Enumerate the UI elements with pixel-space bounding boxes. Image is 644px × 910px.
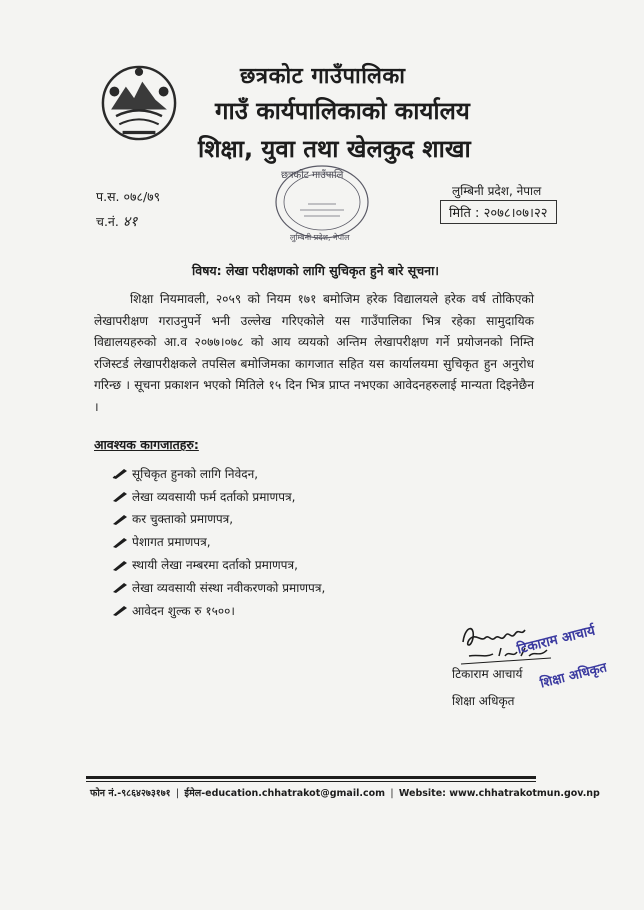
footer-contact xyxy=(90,786,600,799)
list-item: आवेदन शुल्क रु १५००। xyxy=(112,599,325,622)
dispatch-number xyxy=(96,212,137,231)
pen-bullet-icon xyxy=(112,513,128,525)
list-item: पेशागत प्रमाणपत्र, xyxy=(112,530,325,553)
requirements-list xyxy=(112,462,325,622)
section-name: शिक्षा, युवा तथा खेलकुद शाखा xyxy=(198,135,471,163)
signatory-title: शिक्षा अधिकृत xyxy=(452,694,515,708)
nepal-emblem-icon xyxy=(98,62,180,144)
signatory-stamp-title: शिक्षा अधिकृत xyxy=(538,660,609,692)
office-stamp-text: छत्रकोट गाउँपालि xyxy=(281,170,344,181)
dispatch-number-label: च.नं. xyxy=(96,214,119,229)
list-item: कर चुक्ताको प्रमाणपत्र, xyxy=(112,508,325,531)
pen-bullet-icon xyxy=(112,536,128,548)
fiscal-reference: प.स. ०७८/७९ xyxy=(96,189,161,204)
office-name: गाउँ कार्यपालिकाको कार्यालय xyxy=(215,97,470,125)
pen-bullet-icon xyxy=(112,490,128,502)
footer-divider xyxy=(86,776,536,779)
notice-subject: विषय: लेखा परीक्षणको लागि सुचिकृत हुने बारे सूचना। xyxy=(192,263,440,278)
footer-separator: | xyxy=(175,788,180,799)
pen-bullet-icon xyxy=(112,581,128,593)
list-item: लेखा व्यवसायी संस्था नवीकरणको प्रमाणपत्र, xyxy=(112,576,325,599)
list-item: लेखा व्यवसायी फर्म दर्ताको प्रमाणपत्र, xyxy=(112,485,325,508)
municipality-name: छत्रकोट गाउँपालिका xyxy=(240,64,406,89)
list-item: स्थायी लेखा नम्बरमा दर्ताको प्रमाणपत्र, xyxy=(112,553,325,576)
requirements-heading: आवश्यक कागजातहरु: xyxy=(94,437,199,452)
office-stamp-location: लुम्बिनी प्रदेश, नेपाल xyxy=(290,233,350,242)
footer-phone: फोन नं.-९८६४२७३१७१ xyxy=(90,788,171,799)
footer-email[interactable]: ईमेल-education.chhatrakot@gmail.com xyxy=(184,788,386,799)
signatory-name: टिकाराम आचार्य xyxy=(452,667,523,681)
issue-date: मिति : २०७८।०७।२२ xyxy=(440,200,557,224)
notice-paragraph: शिक्षा नियमावली, २०५९ को नियम १७१ बमोजिम हरेक विद्यालयले हरेक वर्ष तोकिएको लेखापरीक्षण गराउनुपर्ने भनी उल्लेख गरिएकोले यस गाउँपालिका भित्र रहेका सामुदायिक विद्यालयहरुको आ.व २०७७।०७८ को आय व्ययको अन्तिम लेखापरीक्षण गर्ने प्रयोजनको निम्ति रजिस्टर्ड लेखापरीक्षकले तपसिल बमोजिमका कागजात सहित यस कार्यालयमा सुचिकृत हुन अनुरोध गरिन्छ । सूचना प्रकाशन भएको मितिले १५ दिन भित्र प्राप्त नभएका आवेदनहरुलाई मान्यता दिइनेछैन । xyxy=(94,292,534,414)
signatory-stamp-name: टिकाराम आचार्य xyxy=(515,622,597,658)
footer-website[interactable]: Website: www.chhatrakotmun.gov.np xyxy=(398,788,600,799)
footer-separator: | xyxy=(390,788,394,799)
pen-bullet-icon xyxy=(112,604,128,616)
dispatch-number-value: ४१ xyxy=(122,214,138,230)
pen-bullet-icon xyxy=(112,467,128,479)
list-item: सूचिकृत हुनको लागि निवेदन, xyxy=(112,462,325,485)
office-address: लुम्बिनी प्रदेश, नेपाल xyxy=(452,184,542,198)
pen-bullet-icon xyxy=(112,559,128,571)
footer-divider-thin xyxy=(86,781,536,782)
notice-body xyxy=(94,289,534,418)
